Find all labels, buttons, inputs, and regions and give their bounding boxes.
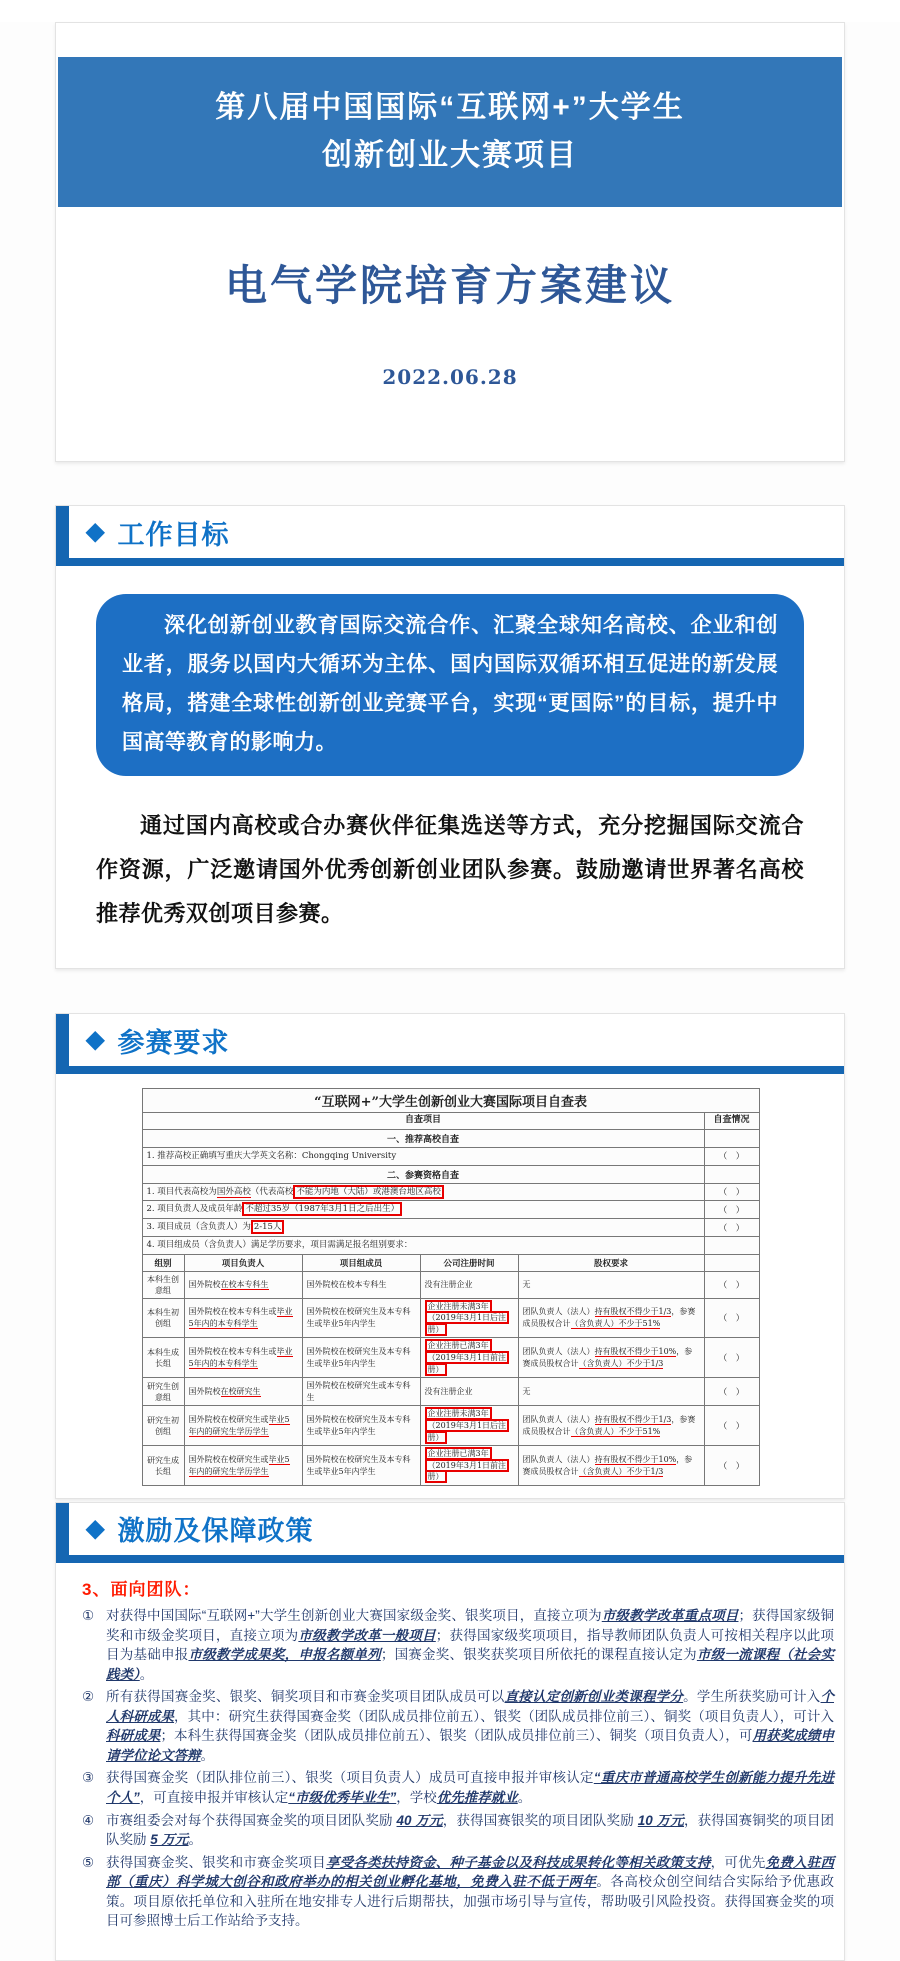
group-name: 研究生初创组 xyxy=(142,1406,184,1446)
goals-card xyxy=(55,505,845,969)
group-equity: 无 xyxy=(518,1378,704,1406)
group-row xyxy=(142,1271,759,1298)
check-cell: （ ） xyxy=(704,1271,759,1298)
section-header-policy xyxy=(56,1503,844,1555)
group-row xyxy=(142,1446,759,1486)
policy-body xyxy=(56,1563,844,1931)
diamond-icon: ◆ xyxy=(86,518,106,545)
group-col-header: 公司注册时间 xyxy=(420,1254,518,1271)
group-name: 研究生创意组 xyxy=(142,1378,184,1406)
section-title-requirements: 参赛要求 xyxy=(117,1027,230,1058)
banner-title-line1: 第八届中国国际“互联网+”大学生 xyxy=(215,91,685,124)
policy-item-text: 市赛组委会对每个获得国赛金奖的项目团队奖励 40 万元，获得国赛银奖的项目团队奖励 10 万元，获得国赛铜奖的项目团队奖励 5 万元。 xyxy=(106,1812,834,1848)
group-row xyxy=(142,1378,759,1406)
col-header-items: 自查项目 xyxy=(142,1113,704,1130)
group-equity: 团队负责人（法人）持有股权不得少于1/3，参赛成员股权合计（含负责人）不少于51% xyxy=(518,1406,704,1446)
check-cell: （ ） xyxy=(704,1183,759,1201)
group-company: 企业注册未满3年（2019年3月1日后注册） xyxy=(420,1298,518,1338)
section-title-policy: 激励及保障政策 xyxy=(117,1516,314,1547)
diamond-icon: ◆ xyxy=(86,1026,106,1054)
self-check-table-wrap xyxy=(142,1088,759,1486)
goal-highlight-box xyxy=(96,594,804,776)
group-name: 研究生成长组 xyxy=(142,1446,184,1486)
group-members: 国外院校在校本专科生 xyxy=(302,1271,420,1298)
check-cell: （ ） xyxy=(704,1406,759,1446)
section-underline-requirements xyxy=(56,1066,844,1074)
diamond-icon: ◆ xyxy=(86,1514,106,1542)
policy-item xyxy=(82,1768,834,1807)
page xyxy=(0,22,900,1961)
group-header-row xyxy=(142,1254,759,1271)
group-leader: 国外院校在校研究生 xyxy=(184,1378,302,1406)
section-header-goals xyxy=(56,506,844,558)
section-row-label: 二、参赛资格自查 xyxy=(142,1165,704,1183)
group-leader: 国外院校在校本专科生 xyxy=(184,1271,302,1298)
table-row xyxy=(142,1236,759,1254)
check-cell: （ ） xyxy=(704,1378,759,1406)
group-equity: 无 xyxy=(518,1271,704,1298)
group-col-header: 组别 xyxy=(142,1254,184,1271)
policy-item-text: 获得国赛金奖、银奖和市赛金奖项目享受各类扶持资金、种子基金以及科技成果转化等相关政策支持，可优先免费入驻西部（重庆）科学城大创谷和政府举办的相关创业孵化基地，免费入驻不低于两年。各高校众创空间结合实际给予优惠政策。项目原依托单位和入驻所在地安排专人进行后期帮扶，加强市场引导与宣传，帮助吸引风险投资。获得国赛金奖的项目可参照博士后工作站给予支持。 xyxy=(106,1854,835,1929)
check-cell: （ ） xyxy=(704,1446,759,1486)
policy-item xyxy=(82,1687,834,1765)
group-name: 本科生成长组 xyxy=(142,1338,184,1378)
document-date: 2022.06.28 xyxy=(382,365,518,389)
check-cell: （ ） xyxy=(704,1298,759,1338)
check-item-text: 1. 推荐高校正确填写重庆大学英文名称：Chongqing University xyxy=(142,1147,704,1165)
table-row xyxy=(142,1129,759,1147)
section-left-bar xyxy=(56,1503,69,1555)
group-col-header: 项目组成员 xyxy=(302,1254,420,1271)
check-item-text: 1. 项目代表高校为国外高校（代表高校 不能为内地（大陆）或港澳台地区高校 xyxy=(142,1183,704,1201)
check-item-text: 2. 项目负责人及成员年龄 不超过35岁（1987年3月1日之后出生） xyxy=(142,1201,704,1219)
table-row xyxy=(142,1147,759,1165)
group-leader: 国外院校在校本专科生或毕业5年内的本专科学生 xyxy=(184,1338,302,1378)
section-underline-policy xyxy=(56,1555,844,1563)
policy-items-list xyxy=(82,1606,834,1931)
group-company: 没有注册企业 xyxy=(420,1271,518,1298)
section-header-requirements xyxy=(56,1014,844,1066)
policy-item-text: 获得国赛金奖（团队排位前三）、银奖（项目负责人）成员可直接申报并审核认定“重庆市普通高校学生创新能力提升先进个人”，可直接申报并审核认定“市级优秀毕业生”，学校优先推荐就业。 xyxy=(106,1770,835,1805)
policy-item xyxy=(82,1853,834,1931)
group-leader: 国外院校在校本专科生或毕业5年内的本专科学生 xyxy=(184,1298,302,1338)
section-row-label: 一、推荐高校自查 xyxy=(142,1129,704,1147)
group-members: 国外院校在校研究生及本专科生或毕业5年内学生 xyxy=(302,1298,420,1338)
group-members: 国外院校在校研究生及本专科生或毕业5年内学生 xyxy=(302,1406,420,1446)
group-col-header: 股权要求 xyxy=(518,1254,704,1271)
policy-item-text: 对获得中国国际“互联网+”大学生创新创业大赛国家级金奖、银奖项目，直接立项为市级教学改革重点项目；获得国家级铜奖和市级金奖项目，直接立项为市级教学改革一般项目；获得国家级奖项项目，指导教师团队负责人可按相关程序以此项目为基础申报市级教学成果奖，申报名额单列；国赛金奖、银奖获奖项目所依托的课程直接认定为市级一流课程（社会实践类）。 xyxy=(106,1607,835,1682)
group-company: 企业注册未满3年（2019年3月1日后注册） xyxy=(420,1406,518,1446)
group-company: 企业注册已满3年（2019年3月1日前注册） xyxy=(420,1338,518,1378)
check-cell: （ ） xyxy=(704,1147,759,1165)
group-company: 没有注册企业 xyxy=(420,1378,518,1406)
check-cell: （ ） xyxy=(704,1338,759,1378)
self-check-table xyxy=(142,1088,760,1486)
title-card xyxy=(55,22,845,462)
group-row xyxy=(142,1406,759,1446)
table-row xyxy=(142,1219,759,1237)
policy-item-text: 所有获得国赛金奖、银奖、铜奖项目和市赛金奖项目团队成员可以直接认定创新创业类课程学分。学生所获奖励可计入个人科研成果，其中：研究生获得国赛金奖（团队成员排位前五）、银奖（团队成员排位前三）、铜奖（项目负责人），可计入科研成果；本科生获得国赛金奖（团队成员排位前五）、银奖（团队成员排位前三）、铜奖（项目负责人），可用获奖成绩申请学位论文答辩。 xyxy=(106,1689,835,1763)
check-item-text: 4. 项目组成员（含负责人）满足学历要求，项目需满足报名组别要求： xyxy=(142,1236,704,1254)
group-leader: 国外院校在校研究生或毕业5年内的研究生学历学生 xyxy=(184,1446,302,1486)
policy-item-number: ② xyxy=(82,1689,95,1705)
page-title: 电气学院培育方案建议 xyxy=(224,262,675,309)
group-members: 国外院校在校研究生及本专科生或毕业5年内学生 xyxy=(302,1446,420,1486)
group-name: 本科生创意组 xyxy=(142,1271,184,1298)
requirements-card xyxy=(55,1013,845,1499)
group-row xyxy=(142,1298,759,1338)
policy-subheading: 3、面向团队： xyxy=(82,1579,201,1599)
group-company: 企业注册已满3年（2019年3月1日前注册） xyxy=(420,1446,518,1486)
banner-title-line2: 创新创业大赛项目 xyxy=(322,139,578,172)
col-header-status: 自查情况 xyxy=(704,1113,759,1130)
policy-item-number: ⑤ xyxy=(82,1854,95,1870)
table-row xyxy=(142,1183,759,1201)
policy-card xyxy=(55,1502,845,1961)
check-item-text: 3. 项目成员（含负责人）为 2-15人 xyxy=(142,1219,704,1237)
section-left-bar xyxy=(56,506,69,558)
group-equity: 团队负责人（法人）持有股权不得少于1/3，参赛成员股权合计（含负责人）不少于51% xyxy=(518,1298,704,1338)
check-cell xyxy=(704,1236,759,1254)
check-cell: （ ） xyxy=(704,1201,759,1219)
table-title: “互联网+”大学生创新创业大赛国际项目自查表 xyxy=(142,1089,759,1113)
table-row xyxy=(142,1201,759,1219)
group-equity: 团队负责人（法人）持有股权不得少于10%，参赛成员股权合计（含负责人）不少于1/3 xyxy=(518,1446,704,1486)
section-title-goals: 工作目标 xyxy=(117,519,230,550)
group-equity: 团队负责人（法人）持有股权不得少于10%，参赛成员股权合计（含负责人）不少于1/3 xyxy=(518,1338,704,1378)
group-leader: 国外院校在校研究生或毕业5年内的研究生学历学生 xyxy=(184,1406,302,1446)
policy-item xyxy=(82,1811,834,1850)
policy-item-number: ① xyxy=(82,1607,95,1623)
section-left-bar xyxy=(56,1014,69,1066)
policy-item-number: ④ xyxy=(82,1812,95,1828)
group-name: 本科生初创组 xyxy=(142,1298,184,1338)
group-col-header: 项目负责人 xyxy=(184,1254,302,1271)
check-cell: （ ） xyxy=(704,1219,759,1237)
group-row xyxy=(142,1338,759,1378)
policy-item-number: ③ xyxy=(82,1770,95,1786)
section-underline-goals xyxy=(56,558,844,566)
table-row xyxy=(142,1165,759,1183)
policy-item xyxy=(82,1606,834,1684)
goal-paragraph: 通过国内高校或合办赛伙伴征集选送等方式，充分挖掘国际交流合作资源，广泛邀请国外优秀创新创业团队参赛。鼓励邀请世界著名高校推荐优秀双创项目参赛。 xyxy=(96,813,804,927)
competition-banner xyxy=(58,57,842,207)
group-members: 国外院校在校研究生或本专科生 xyxy=(302,1378,420,1406)
group-members: 国外院校在校研究生及本专科生或毕业5年内学生 xyxy=(302,1338,420,1378)
goal-highlight-text: 深化创新创业教育国际交流合作、汇聚全球知名高校、企业和创业者，服务以国内大循环为主体、国内国际双循环相互促进的新发展格局，搭建全球性创新创业竞赛平台，实现“更国际”的目标，提升中国高等教育的影响力。 xyxy=(122,614,778,755)
